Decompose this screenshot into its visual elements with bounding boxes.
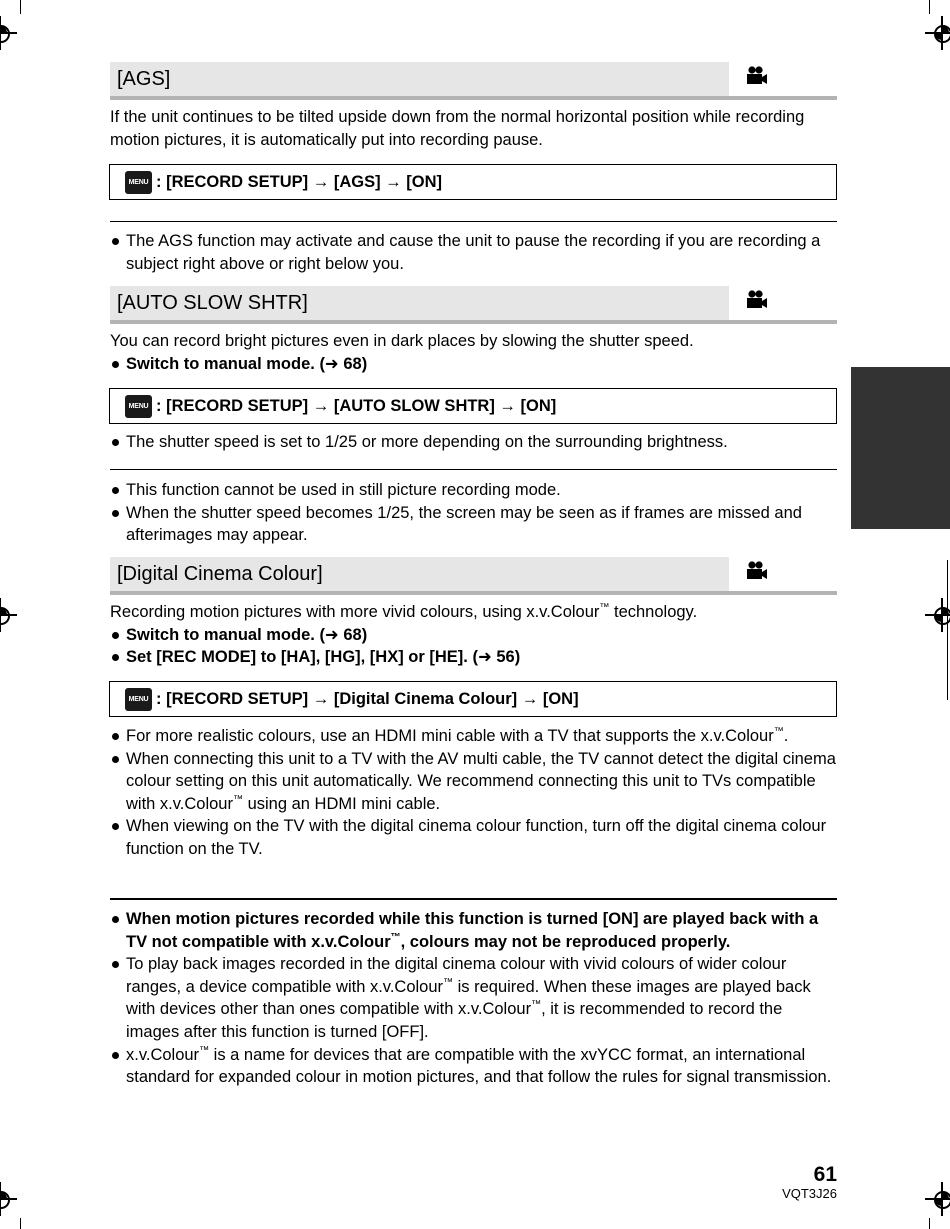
notes-divider <box>110 469 837 470</box>
ags-intro <box>110 106 840 151</box>
bullet-note: This function cannot be used in still picture recording mode. <box>110 479 840 502</box>
bullet-note: The AGS function may activate and cause the unit to pause the recording if you are recording a subject right above or right below you. <box>110 230 840 275</box>
menu-icon: MENU <box>125 688 152 711</box>
bullet-note: To play back images recorded in the digital cinema colour with vivid colours of wider colour ranges, a device compatible with x.v.Colour™ is required. When these images are played back with devices other than ones compatible with x.v.Colour™, it is recommended to record the images after this function is turned [OFF]. <box>110 953 840 1043</box>
section-heading-ags <box>110 62 837 100</box>
bullet-item: For more realistic colours, use an HDMI mini cable with a TV that supports the x.v.Colour™. <box>110 725 840 748</box>
registration-mark-top-left <box>0 16 17 50</box>
ags-notes <box>110 230 840 275</box>
section-heading-auto-slow-shtr <box>110 286 837 324</box>
trim-line-right-mid <box>947 560 948 700</box>
bold-bullet: Switch to manual mode. (➜ 68) <box>110 353 840 376</box>
trim-line-bottom-right <box>929 1218 930 1229</box>
registration-mark-bottom-left <box>0 1182 17 1216</box>
heading-underline <box>110 320 837 324</box>
section-title: [Digital Cinema Colour] <box>117 563 323 585</box>
menu-path-digital-cinema-colour <box>109 681 837 717</box>
cinema-intro <box>110 601 840 669</box>
trim-line-top-left <box>20 0 21 14</box>
auto-slow-after-menu <box>110 431 840 454</box>
bold-bullet: Switch to manual mode. (➜ 68) <box>110 624 840 647</box>
cinema-after-menu <box>110 725 840 861</box>
motion-picture-camera-icon <box>746 66 768 86</box>
bullet-item: When viewing on the TV with the digital cinema colour function, turn off the digital cinema colour function on the TV. <box>110 815 840 860</box>
menu-path-text: : [RECORD SETUP] → [AUTO SLOW SHTR] → [ON] <box>156 397 557 415</box>
section-title: [AGS] <box>117 68 171 90</box>
bullet-note-bold: When motion pictures recorded while this function is turned [ON] are played back with a TV not compatible with x.v.Colour™, colours may not be reproduced properly. <box>110 908 840 953</box>
auto-slow-notes <box>110 479 840 547</box>
bullet-item: When connecting this unit to a TV with the AV multi cable, the TV cannot detect the digital cinema colour setting on this unit automatically. We recommend connecting this unit to TVs compatible with x.v.Colour™ using an HDMI mini cable. <box>110 748 840 816</box>
auto-slow-intro <box>110 330 840 375</box>
section-title: [AUTO SLOW SHTR] <box>117 292 308 314</box>
chapter-side-tab <box>851 367 950 529</box>
bold-bullet: Set [REC MODE] to [HA], [HG], [HX] or [HE]. (➜ 56) <box>110 646 840 669</box>
bullet-note: When the shutter speed becomes 1/25, the screen may be seen as if frames are missed and afterimages may appear. <box>110 502 840 547</box>
menu-path-text: : [RECORD SETUP] → [Digital Cinema Colour] → [ON] <box>156 690 579 708</box>
registration-mark-bottom-right <box>925 1182 950 1216</box>
document-code: VQT3J26 <box>782 1186 837 1201</box>
paragraph: If the unit continues to be tilted upside down from the normal horizontal position while recording motion pictures, it is automatically put into recording pause. <box>110 108 805 149</box>
registration-mark-mid-left <box>0 598 17 632</box>
bullet-item: The shutter speed is set to 1/25 or more depending on the surrounding brightness. <box>110 431 840 454</box>
trim-line-bottom-left <box>20 1218 21 1229</box>
notes-divider <box>110 221 837 222</box>
menu-path-text: : [RECORD SETUP] → [AGS] → [ON] <box>156 173 442 191</box>
paragraph: Recording motion pictures with more vivid colours, using x.v.Colour™ technology. <box>110 602 698 621</box>
bullet-note: x.v.Colour™ is a name for devices that are compatible with the xvYCC format, an international standard for expanded colour in motion pictures, and that follow the rules for signal transmission. <box>110 1044 840 1089</box>
menu-path-auto-slow-shtr <box>109 388 837 424</box>
motion-picture-camera-icon <box>746 561 768 581</box>
motion-picture-camera-icon <box>746 290 768 310</box>
section-heading-digital-cinema-colour <box>110 557 837 595</box>
page-number: 61 <box>813 1163 837 1186</box>
menu-icon: MENU <box>125 395 152 418</box>
heading-bar <box>110 62 729 96</box>
heading-underline <box>110 96 837 100</box>
menu-path-ags <box>109 164 837 200</box>
paragraph: You can record bright pictures even in dark places by slowing the shutter speed. <box>110 332 694 350</box>
trim-line-top-right <box>929 0 930 14</box>
menu-icon: MENU <box>125 171 152 194</box>
notes-divider <box>110 898 837 900</box>
registration-mark-top-right <box>925 16 950 50</box>
cinema-notes <box>110 908 840 1089</box>
heading-underline <box>110 591 837 595</box>
